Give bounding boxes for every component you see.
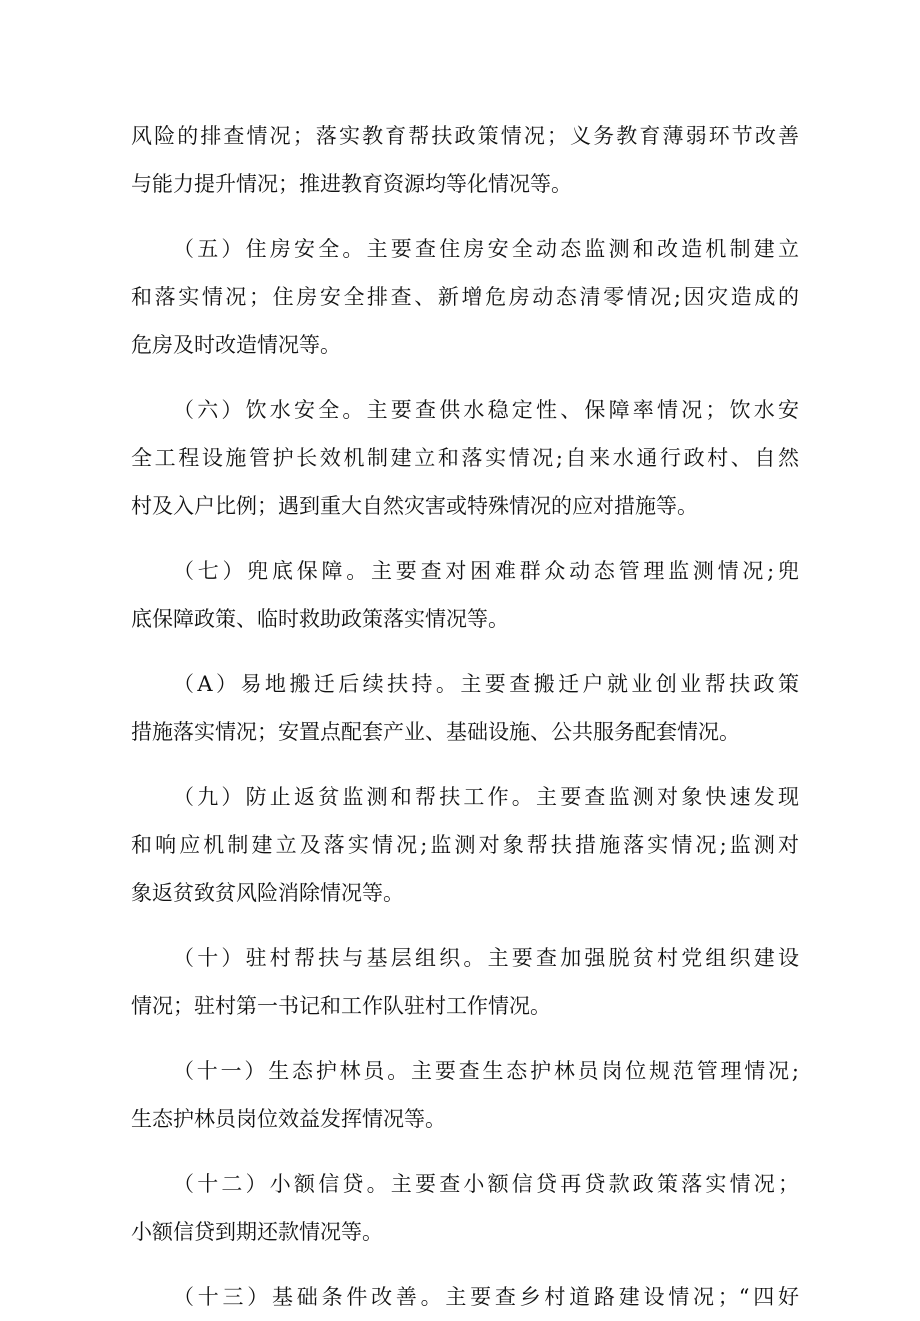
text-line: 底保障政策、临时救助政策落实情况等。 (131, 607, 509, 631)
text-line: 象返贫致贫风险消除情况等。 (131, 881, 404, 905)
paragraph-relocation-support (131, 660, 799, 756)
paragraph-basic-security (131, 547, 799, 643)
text-line: 全工程设施管护长效机制建立和落实情况;自来水通行政村、自然 (131, 446, 799, 470)
text-line: （十二）小额信贷。主要查小额信贷再贷款政策落实情况； (173, 1172, 799, 1196)
text-line: 风险的排查情况；落实教育帮扶政策情况；义务教育薄弱环节改善 (131, 124, 799, 148)
text-line: 危房及时改造情况等。 (131, 333, 341, 357)
text-line: （五）住房安全。主要查住房安全动态监测和改造机制建立 (173, 237, 799, 261)
paragraph-education-continued (131, 112, 799, 208)
text-line: （九）防止返贫监测和帮扶工作。主要查监测对象快速发现 (173, 785, 799, 809)
text-line: （十三）基础条件改善。主要查乡村道路建设情况；“四好 (173, 1285, 799, 1309)
paragraph-forest-rangers (131, 1047, 799, 1143)
text-line: （A）易地搬迁后续扶持。主要查搬迁户就业创业帮扶政策 (173, 672, 799, 696)
paragraph-drinking-water-safety (131, 386, 799, 530)
paragraph-infrastructure (131, 1273, 799, 1321)
text-line: 生态护林员岗位效益发挥情况等。 (131, 1107, 446, 1131)
paragraph-village-assistance (131, 934, 799, 1030)
text-line: 与能力提升情况；推进教育资源均等化情况等。 (131, 172, 572, 196)
text-line: （十）驻村帮扶与基层组织。主要查加强脱贫村党组织建设 (173, 946, 799, 970)
text-line: 和落实情况；住房安全排查、新增危房动态清零情况;因灾造成的 (131, 285, 799, 309)
text-line: 措施落实情况；安置点配套产业、基础设施、公共服务配套情况。 (131, 720, 740, 744)
text-line: （六）饮水安全。主要查供水稳定性、保障率情况；饮水安 (173, 398, 799, 422)
document-body (131, 112, 799, 1321)
text-line: 和响应机制建立及落实情况;监测对象帮扶措施落实情况;监测对 (131, 833, 799, 857)
paragraph-microcredit (131, 1160, 799, 1256)
paragraph-poverty-relapse-prevention (131, 773, 799, 917)
text-line: 小额信贷到期还款情况等。 (131, 1220, 383, 1244)
paragraph-housing-safety (131, 225, 799, 369)
text-line: （七）兜底保障。主要查对困难群众动态管理监测情况;兜 (173, 559, 799, 583)
text-line: 情况；驻村第一书记和工作队驻村工作情况。 (131, 994, 551, 1018)
text-line: （十一）生态护林员。主要查生态护林员岗位规范管理情况; (173, 1059, 799, 1083)
text-line: 村及入户比例；遇到重大自然灾害或特殊情况的应对措施等。 (131, 494, 698, 518)
